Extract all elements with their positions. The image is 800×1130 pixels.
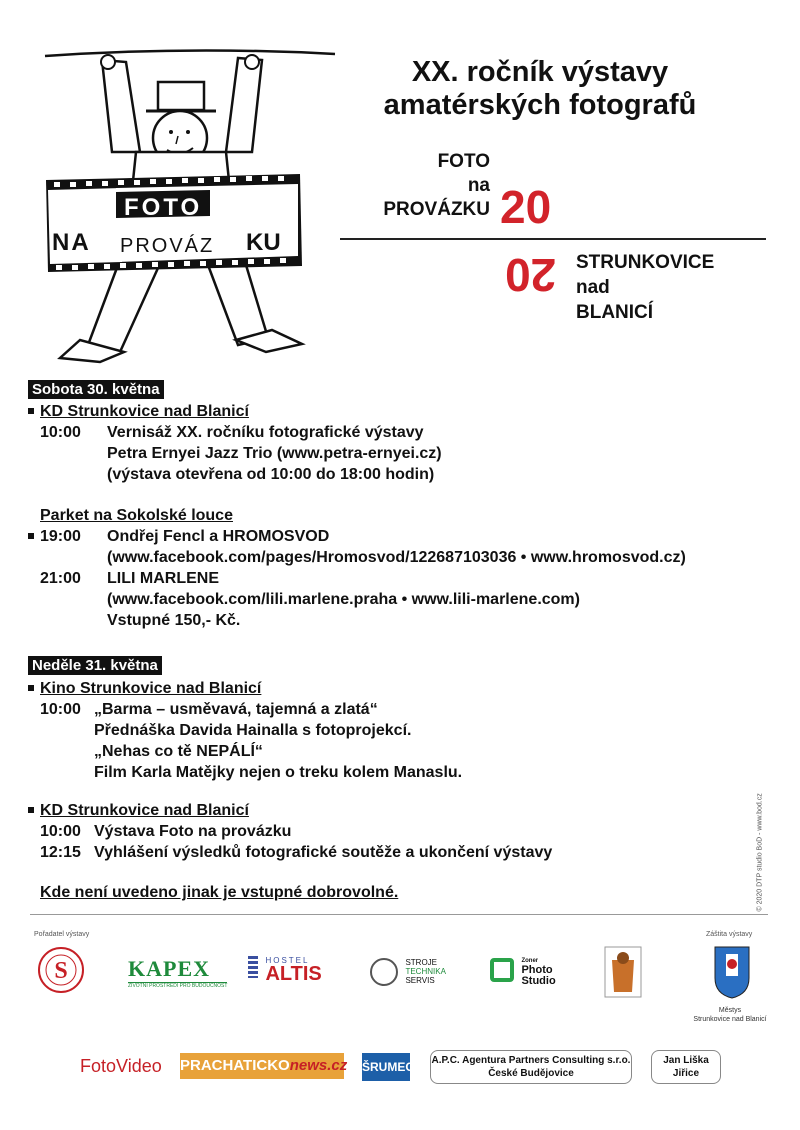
event-text: (www.facebook.com/lili.marlene.praha • www.lili-marlene.com) [107, 591, 580, 608]
title-line-2: amatérských fotografů [383, 89, 697, 121]
bullet-icon [28, 685, 34, 691]
logo-text-ku: KU [246, 229, 281, 256]
prachaticko-news-logo [180, 1053, 348, 1079]
organizer-logo [36, 945, 86, 995]
event-time: 10:00 [40, 823, 81, 840]
patron-label: Záštita výstavy [706, 931, 753, 938]
mestys-line-2: Strunkovice nad Blanicí [693, 1016, 767, 1023]
event-text: Výstava Foto na provázku [94, 823, 292, 840]
town-line-2: nad [576, 277, 610, 298]
bullet-icon [28, 807, 34, 813]
event-text: „Barma – usměvavá, tajemná a zlatá“ [94, 701, 378, 718]
event-text: (www.facebook.com/pages/Hromosvod/122687103036 • www.hromosvod.cz) [107, 549, 686, 566]
apc-line-1: A.P.C. Agentura Partners Consulting s.r.o. [431, 1055, 631, 1066]
admission-note: Kde není uvedeno jinak je vstupné dobrovolné. [40, 884, 399, 901]
event-text: LILI MARLENE [107, 570, 219, 587]
footer-divider [30, 914, 768, 915]
gear-icon [370, 958, 398, 986]
town-line-3: BLANICÍ [576, 302, 654, 323]
page-title [340, 56, 740, 122]
town-name [576, 250, 714, 325]
organizer-label: Pořadatel výstavy [34, 931, 90, 938]
na-word: na [467, 175, 490, 196]
zoner-line-2: Photo [521, 964, 553, 976]
stroje-line-2: TECHNIKA [405, 967, 446, 976]
event-time: 19:00 [40, 528, 81, 545]
mestys-line-1: Městys [718, 1007, 742, 1014]
stroje-line-3: SERVIS [405, 976, 435, 985]
event-text: Vyhlášení výsledků fotografické soutěže a ukončení výstavy [94, 844, 553, 861]
event-text: Film Karla Matějky nejen o treku kolem Manaslu. [94, 764, 463, 781]
logo-text-foto: FOTO [124, 194, 203, 221]
zoner-photo-studio-logo [490, 958, 556, 987]
zoner-line-3: Studio [521, 975, 556, 987]
hostel-altis-logo [248, 956, 322, 983]
liska-line-2: Jiřice [672, 1068, 700, 1079]
event-time: 10:00 [40, 424, 81, 441]
provazku-word: PROVÁZKU [383, 199, 490, 220]
bullet-icon [28, 533, 34, 539]
kapex-name: KAPEX [128, 956, 210, 981]
foto-na-provazku-logo [40, 40, 340, 380]
event-text: Vernisáž XX. ročníku fotografické výstavy [107, 424, 424, 441]
svg-text:S: S [54, 958, 68, 984]
stroje-line-1: STROJE [405, 958, 438, 967]
logo-text-na: NA [52, 229, 91, 256]
zoner-line-1: Zoner [521, 958, 539, 964]
logo-text-provaz: PROVÁZ [120, 235, 215, 257]
hostel-grid-icon [248, 956, 258, 978]
event-time: 21:00 [40, 570, 81, 587]
event-time: 10:00 [40, 701, 81, 718]
foto-word: FOTO [437, 151, 490, 172]
apc-line-2: České Budějovice [488, 1068, 574, 1079]
prachaticko-word: PRACHATICKO [180, 1057, 290, 1074]
side-credit: © 2020 DTP studio BoD - www.bod.cz [756, 793, 764, 912]
header-divider [340, 238, 766, 240]
venue-kd-2: KD Strunkovice nad Blanicí [40, 802, 249, 819]
foto-na-provazku-text [340, 150, 490, 222]
apc-agentura-box [430, 1050, 632, 1084]
year-first-half: 20 [500, 181, 552, 233]
news-word: news.cz [289, 1057, 348, 1074]
town-line-1: STRUNKOVICE [576, 252, 715, 273]
title-line-1: XX. ročník výstavy [411, 56, 669, 88]
day-label-sunday: Neděle 31. května [28, 656, 162, 675]
zoner-mark-icon [490, 958, 514, 982]
mestys-caption [680, 1006, 780, 1024]
mug-logo [604, 946, 642, 998]
jan-liska-box [651, 1050, 721, 1084]
kapex-tagline: ŽIVOTNÍ PROSTŘEDÍ PRO BUDOUCNOST [128, 983, 228, 989]
venue-kino: Kino Strunkovice nad Blanicí [40, 680, 262, 697]
venue-kd-1: KD Strunkovice nad Blanicí [40, 403, 249, 420]
event-text: (výstava otevřena od 10:00 do 18:00 hodin) [107, 466, 435, 483]
event-text: Přednáška Davida Hainalla s fotoprojekcí. [94, 722, 412, 739]
liska-line-1: Jan Liška [663, 1055, 709, 1066]
event-text: Petra Ernyei Jazz Trio (www.petra-ernyei.cz) [107, 445, 442, 462]
srumec-logo: ŠRUMEC [362, 1053, 410, 1081]
stroje-technika-logo [370, 958, 446, 986]
altis-word: ALTIS [265, 963, 322, 985]
venue-parket: Parket na Sokolské louce [40, 507, 233, 524]
fotovideo-logo: FotoVideo [80, 1056, 162, 1076]
town-coat-of-arms [712, 944, 752, 1000]
event-text: Vstupné 150,- Kč. [107, 612, 241, 629]
kapex-logo [128, 956, 227, 989]
year-second-half: 20 [505, 249, 557, 301]
bullet-icon [28, 408, 34, 414]
event-time: 12:15 [40, 844, 81, 861]
day-label-saturday: Sobota 30. května [28, 380, 164, 399]
hostel-word: HOSTEL [265, 956, 310, 965]
event-text: Ondřej Fencl a HROMOSVOD [107, 528, 330, 545]
event-text: „Nehas co tě NEPÁLÍ“ [94, 743, 263, 760]
